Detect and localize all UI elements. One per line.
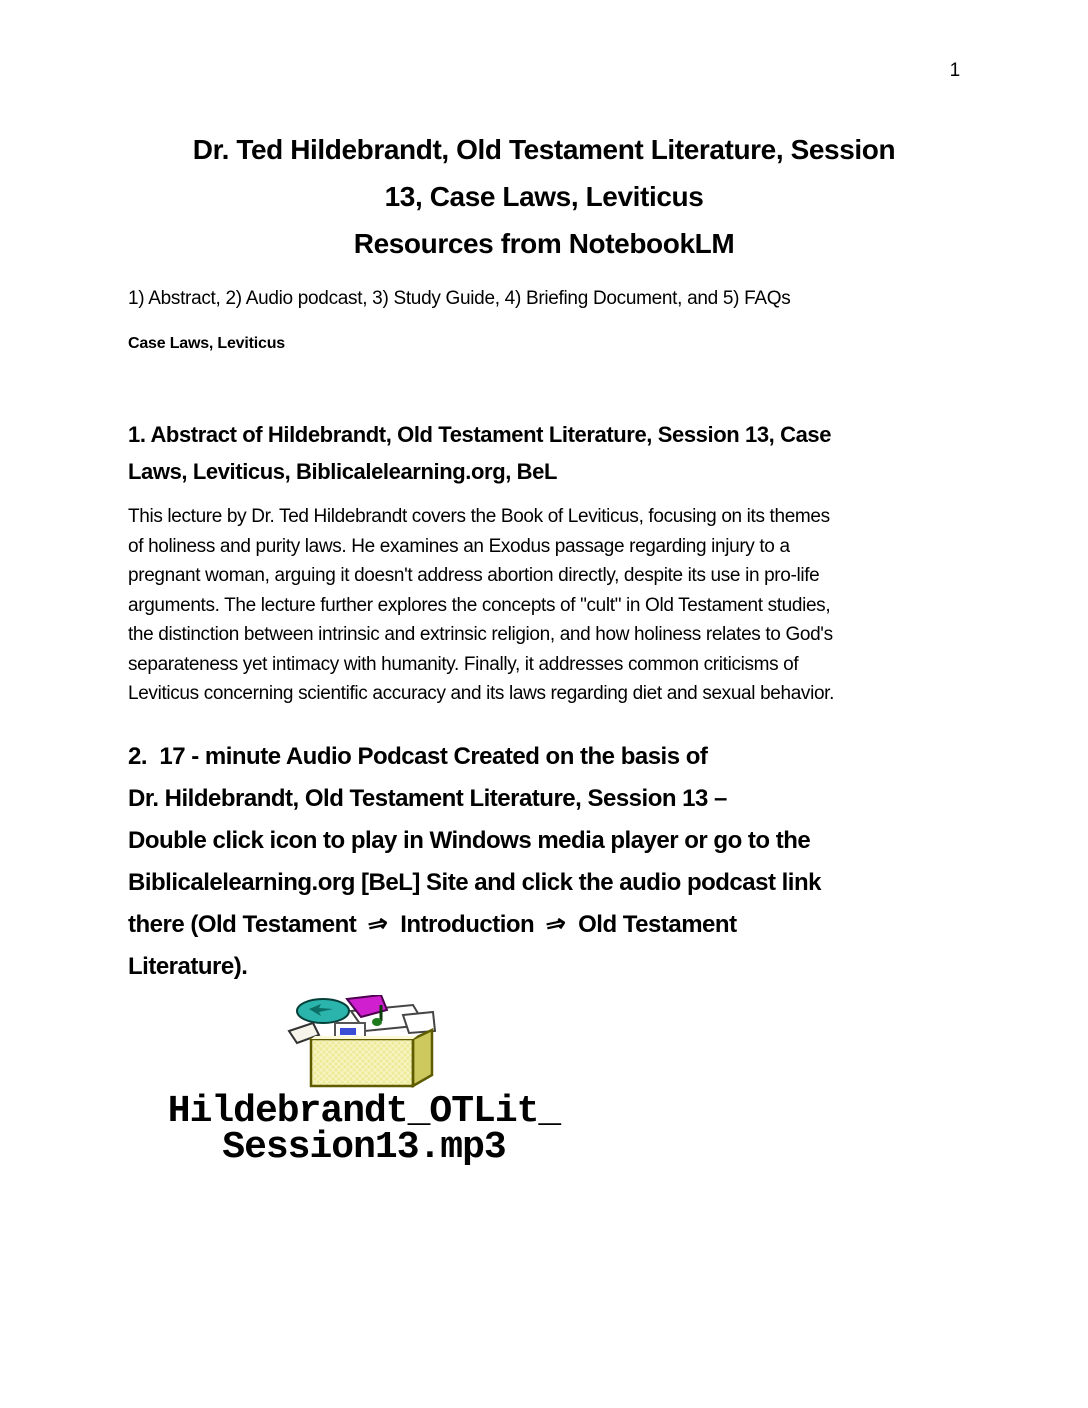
abstract-paragraph xyxy=(128,502,960,709)
resource-list-line: 1) Abstract, 2) Audio podcast, 3) Study Guide, 4) Briefing Document, and 5) FAQs xyxy=(128,288,791,309)
section2-heading-line-3: Double click icon to play in Windows media player or go to the xyxy=(128,826,811,854)
section2-heading-line-2: Dr. Hildebrandt, Old Testament Literature, Session 13 – xyxy=(128,784,727,812)
audio-attachment[interactable] xyxy=(128,995,960,1169)
abstract-line-2: of holiness and purity laws. He examines an Exodus passage regarding injury to a xyxy=(128,535,790,557)
document-title xyxy=(128,126,960,267)
abstract-line-7: Leviticus concerning scientific accuracy and its laws regarding diet and sexual behavior. xyxy=(128,683,835,704)
box-rim xyxy=(311,1036,417,1039)
section2-heading-line-5 xyxy=(128,904,960,946)
media-clip-icon[interactable] xyxy=(285,995,437,1089)
abstract-line-4: arguments. The lecture further explores the concepts of "cult" in Old Testament studies, xyxy=(128,594,831,616)
subtitle-case-laws: Case Laws, Leviticus xyxy=(128,335,285,352)
attachment-filename-line-1[interactable]: Hildebrandt_OTLit_ xyxy=(167,1089,561,1133)
attachment-filename-line-2[interactable]: Session13.mp3 xyxy=(222,1125,506,1169)
section2-arrow-line-text-a: there (Old Testament xyxy=(128,910,357,938)
abstract-line-6: separateness yet intimacy with humanity. Finally, it addresses common criticisms of xyxy=(128,653,799,675)
section1-heading-line-2: Laws, Leviticus, Biblicalelearning.org, BeL xyxy=(128,459,558,484)
abstract-line-1: This lecture by Dr. Ted Hildebrandt covers the Book of Leviticus, focusing on its themes xyxy=(128,506,830,527)
abstract-line-3: pregnant woman, arguing it doesn't address abortion directly, despite its use in pro-life xyxy=(128,565,820,586)
music-note-icon xyxy=(372,1018,382,1026)
section2-arrow-line-text-c: Old Testament xyxy=(578,910,737,938)
section2-heading xyxy=(128,736,960,988)
section1-heading xyxy=(128,416,960,490)
section2-heading-line-6: Literature). xyxy=(128,952,248,980)
attachment-filename[interactable] xyxy=(128,1089,600,1169)
section2-heading-line-4: Biblicalelearning.org [BeL] Site and click the audio podcast link xyxy=(128,868,821,896)
title-line-2: 13, Case Laws, Leviticus xyxy=(384,181,704,212)
right-arrow-icon: ⇒ xyxy=(543,908,569,940)
section2-arrow-line-text-b: Introduction xyxy=(400,910,535,938)
right-arrow-icon: ⇒ xyxy=(365,908,391,940)
section2-heading-line-1: 2. 17 - minute Audio Podcast Created on the basis of xyxy=(128,742,708,770)
title-line-3: Resources from NotebookLM xyxy=(353,228,735,259)
abstract-line-5: the distinction between intrinsic and extrinsic religion, and how holiness relates to God's xyxy=(128,624,833,645)
section1-heading-line-1: 1. Abstract of Hildebrandt, Old Testament Literature, Session 13, Case xyxy=(128,422,832,447)
label-card-stripe xyxy=(340,1028,356,1035)
title-line-1: Dr. Ted Hildebrandt, Old Testament Literature, Session xyxy=(192,134,896,165)
page-number: 1 xyxy=(949,60,960,81)
box-front xyxy=(311,1039,413,1086)
